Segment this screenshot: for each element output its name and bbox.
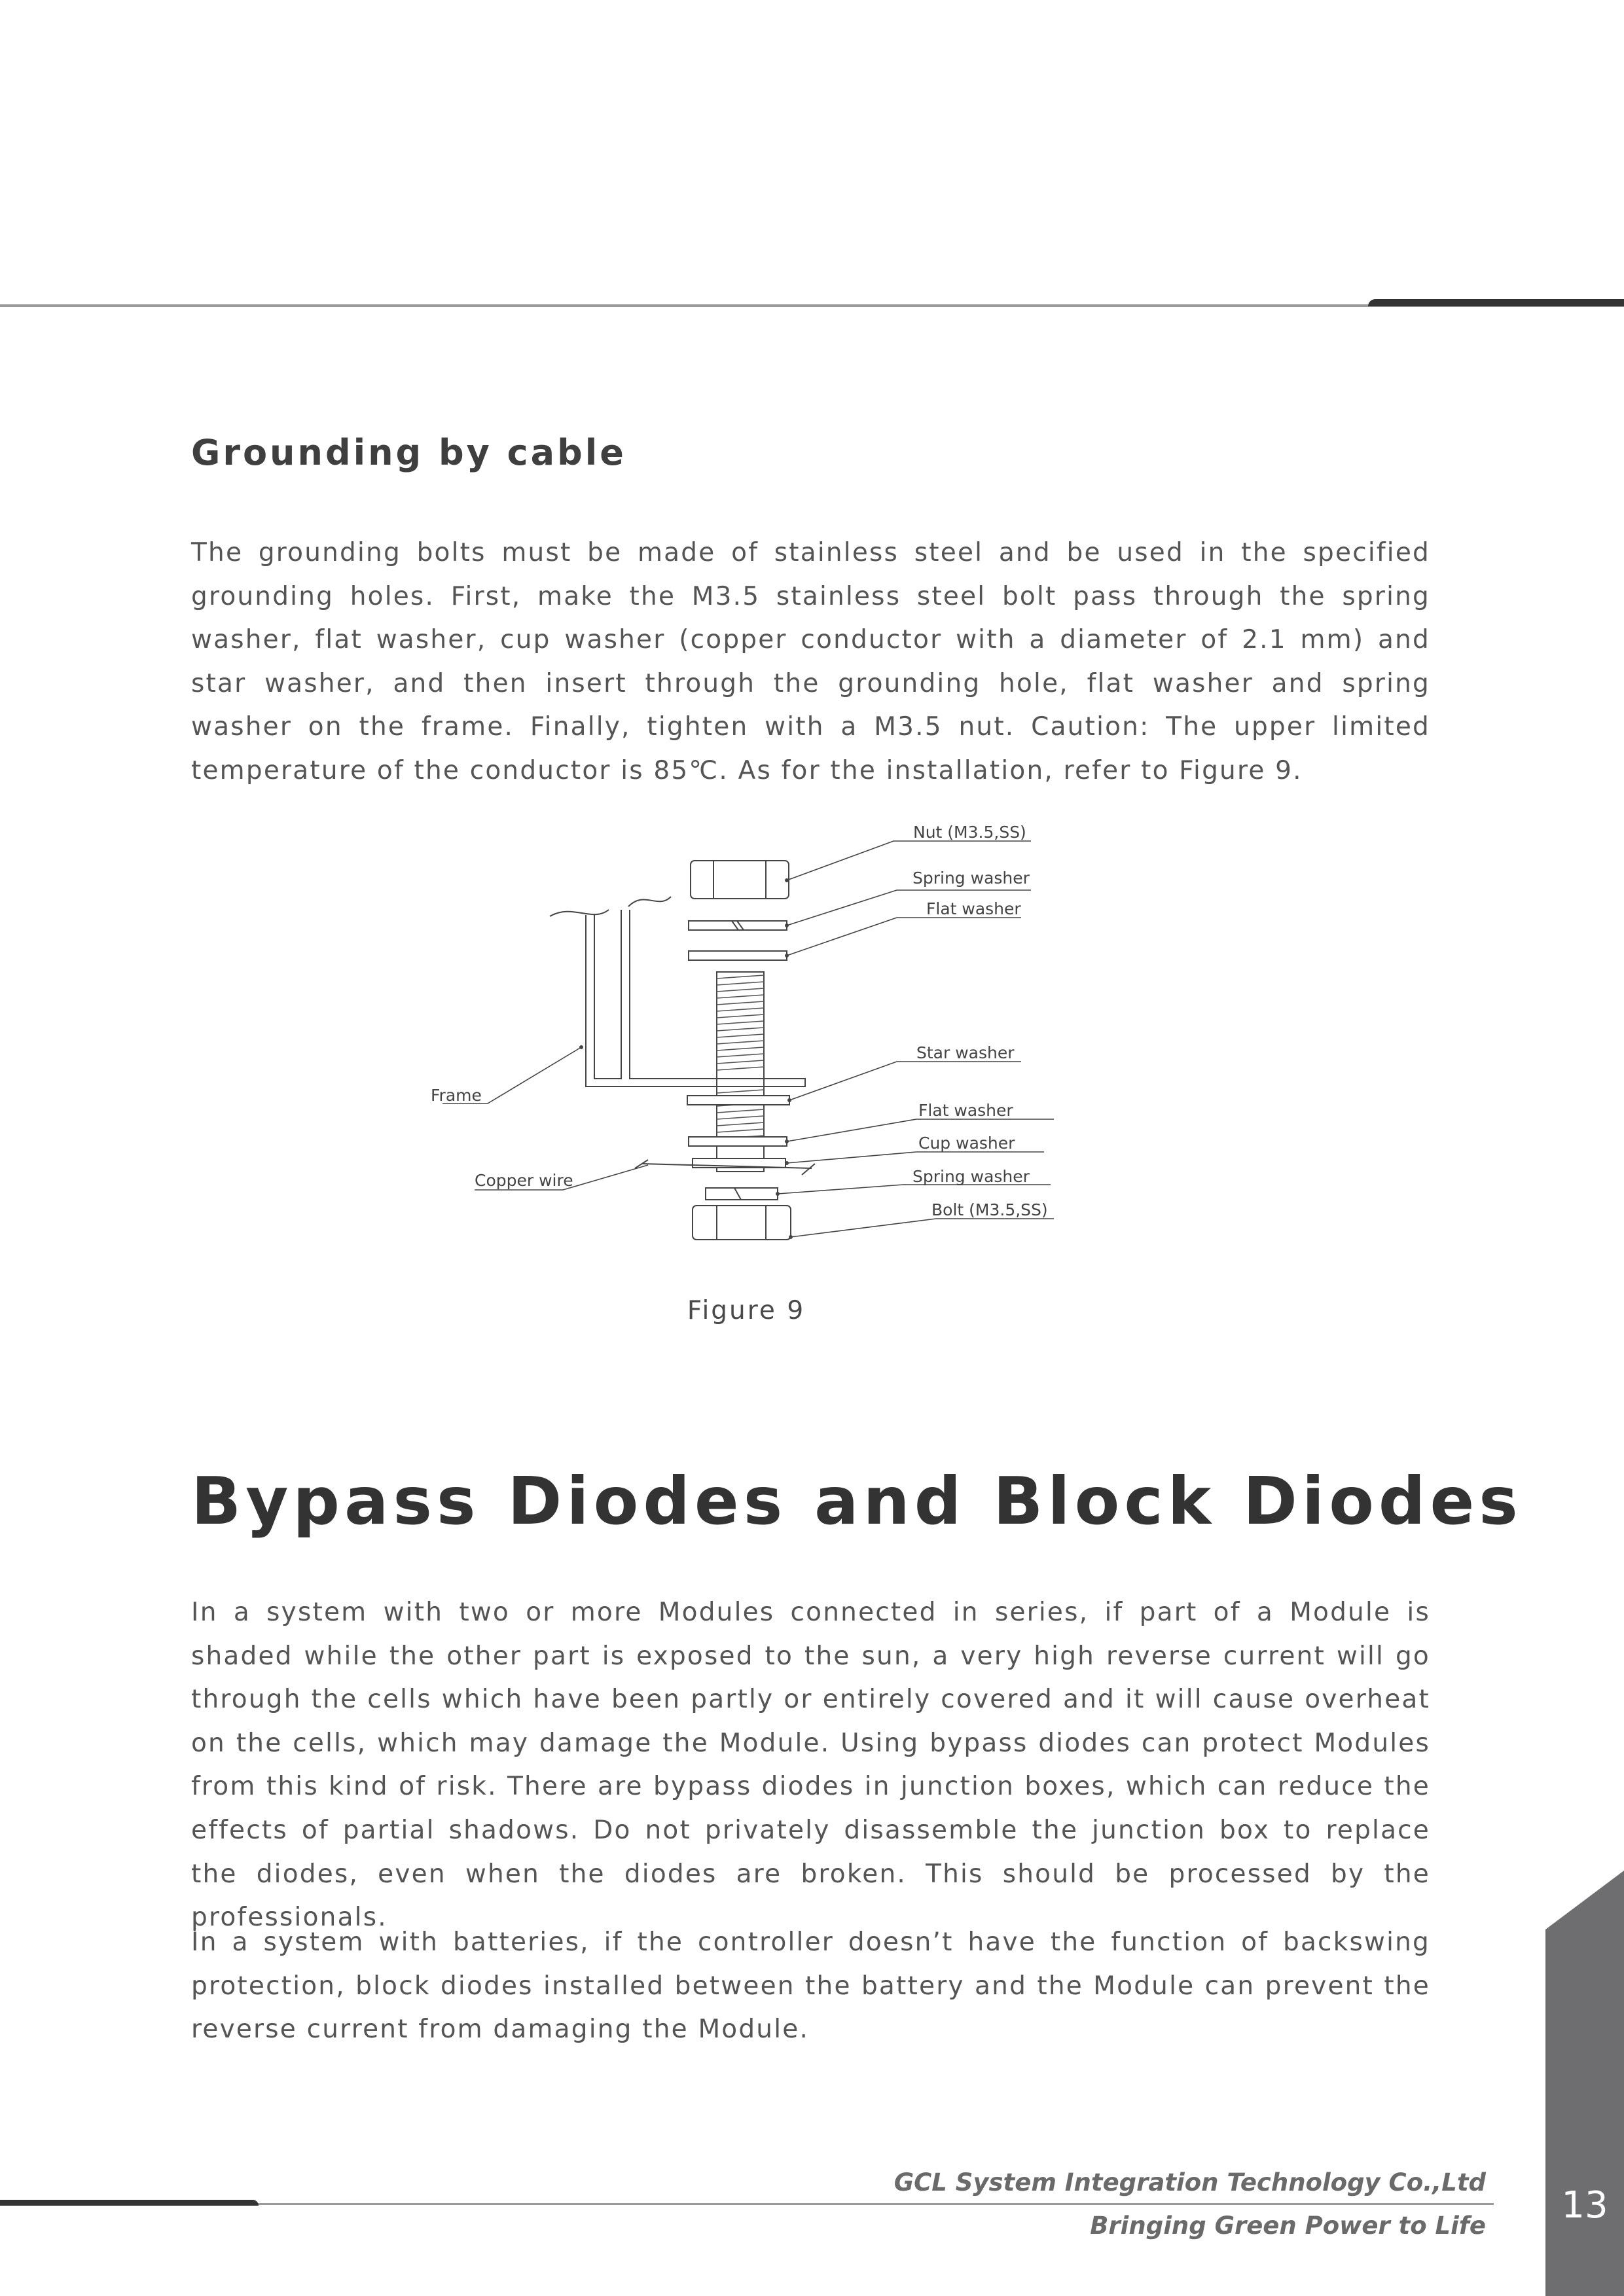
page-number: 13 xyxy=(1561,2184,1608,2227)
spring-washer-bottom-shape xyxy=(706,1188,778,1200)
footer-rule-accent xyxy=(0,2200,259,2206)
bypass-paragraph-2: In a system with batteries, if the controller doesn’t have the function of backswing protection, block diodes installed between the battery and the Module can prevent the reverse current from damaging the Module. xyxy=(191,1928,1430,2045)
figure-caption: Figure 9 xyxy=(687,1296,806,1325)
bypass-title: Bypass Diodes and Block Diodes xyxy=(191,1463,1523,1539)
footer-slogan: Bringing Green Power to Life xyxy=(1090,2212,1486,2240)
grounding-assembly-drawing xyxy=(419,818,1074,1250)
footer-company-name: GCL System Integration Technology Co.,Ltd xyxy=(893,2168,1486,2197)
bolt-head-shape xyxy=(693,1206,791,1240)
flat-washer-bottom-shape xyxy=(689,1137,787,1146)
nut-shape xyxy=(691,861,789,899)
label-spring-washer-bottom: Spring washer xyxy=(912,1167,1030,1186)
frame-break-line xyxy=(550,910,609,916)
label-flat-washer-bottom: Flat washer xyxy=(918,1101,1013,1120)
frame-inner-profile xyxy=(594,910,621,1079)
bolt-threads xyxy=(717,975,764,1139)
label-bolt: Bolt (M3.5,SS) xyxy=(931,1200,1048,1219)
star-washer-shape xyxy=(687,1096,789,1105)
label-spring-washer-top: Spring washer xyxy=(912,869,1030,888)
bypass-paragraph-1: In a system with two or more Modules connected in series, if part of a Module is shaded while the other part is exposed to the sun, a very high reverse current will go through the cells which have been partly or entirely covered and it will cause overheat on the cells, which may damage the Module. Using bypass diodes can protect Modules from this kind of risk. There are bypass diodes in junction boxes, which can reduce the effects of partial shadows. Do not privately disassemble the junction box to replace the diodes, even when the diodes are broken. This should be processed by the professionals. xyxy=(191,1598,1430,1933)
frame-profile xyxy=(586,910,805,1086)
grounding-title: Grounding by cable xyxy=(191,432,626,473)
label-star-washer: Star washer xyxy=(916,1043,1015,1062)
label-flat-washer-top: Flat washer xyxy=(926,899,1021,918)
figure-9-diagram xyxy=(419,818,1074,1250)
page-number-tab xyxy=(1545,0,1624,2296)
flat-washer-top-shape xyxy=(689,951,787,960)
label-copper-wire: Copper wire xyxy=(475,1171,573,1190)
label-cup-washer: Cup washer xyxy=(918,1134,1015,1153)
label-frame: Frame xyxy=(431,1086,482,1105)
label-nut: Nut (M3.5,SS) xyxy=(913,823,1026,842)
frame-break-line-right xyxy=(628,897,671,906)
grounding-paragraph: The grounding bolts must be made of stainless steel and be used in the specified grounding holes. First, make the M3.5 stainless steel bolt pass through the spring washer, flat washer, cup washer (copper conductor with a diameter of 2.1 mm) and star washer, and then insert through the grounding hole, flat washer and spring washer on the frame. Finally, tighten with a M3.5 nut. Caution: The upper limited temperature of the conductor is 85℃. As for the installation, refer to Figure 9. xyxy=(191,538,1430,785)
